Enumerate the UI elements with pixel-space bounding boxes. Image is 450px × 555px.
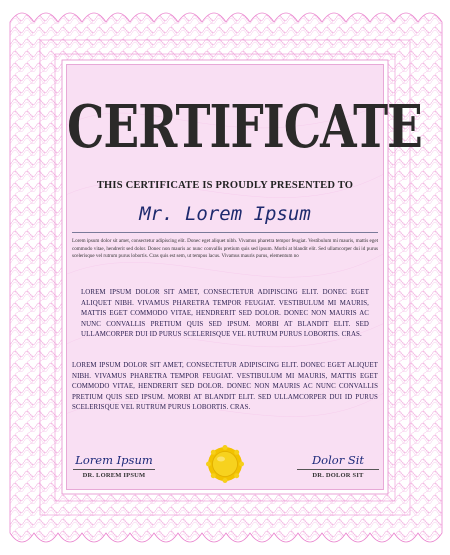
body-paragraph-1: LOREM IPSUM DOLOR SIT AMET, CONSECTETUR ADIPISCING ELIT. DONEC EGET ALIQUET NIBH. VIVAMUS PHARETRA TEMPOR FEUGIAT. VESTIBULUM MI MAURIS, MATTIS EGET COMMODO VITAE, HENDRERIT SED DOLOR. DONEC NON MAURIS AC NUNC CONVALLIS PRETIUM QUIS SED IPSUM. MORBI AT BLANDIT ELIT. SED ULLAMCORPER DUI ID PURUS SCELERISQUE VEL RUTRUM PURUS LOBORTIS. CRAS. bbox=[81, 289, 369, 339]
fine-print-text: Lorem ipsum dolor sit amet, consectetur adipiscing elit. Donec eget aliquet nibh. Vivamus pharetra tempor feugiat. Vestibulum mi mauris, mattis eget commodo vitae, hendrerit sed dolor. Donec non mauris ac nunc convallis pretium quis sed ipsum. Morbi at blandit elit. Sed ullamcorper dui id purus scelerisque vel rutrum purus lobortis. Cras quis est sem, ut tempus lacus. Vivamus mauris purus, elementum no bbox=[72, 238, 378, 259]
signature-block-right bbox=[283, 453, 393, 479]
recipient-name: Mr. Lorem Ipsum bbox=[139, 203, 311, 225]
gold-seal-icon bbox=[206, 445, 244, 483]
signatory-name-right: DR. DOLOR SIT bbox=[312, 472, 364, 479]
signature-line-right bbox=[297, 469, 379, 470]
signature-block-left bbox=[59, 453, 169, 479]
certificate-title: CERTIFICATE bbox=[67, 93, 422, 162]
recipient-underline bbox=[72, 232, 378, 233]
signature-script-left: Lorem Ipsum bbox=[75, 453, 153, 467]
certificate-panel bbox=[66, 64, 422, 490]
signatory-name-left: DR. LOREM IPSUM bbox=[82, 472, 146, 479]
presentation-subtitle: THIS CERTIFICATE IS PROUDLY PRESENTED TO bbox=[96, 180, 354, 191]
body-paragraph-2: LOREM IPSUM DOLOR SIT AMET, CONSECTETUR ADIPISCING ELIT. DONEC EGET ALIQUET NIBH. VIVAMUS PHARETRA TEMPOR FEUGIAT. VESTIBULUM MI MAURIS, MATTIS EGET COMMODO VITAE, HENDRERIT SED DOLOR. DONEC NON MAURIS AC NUNC CONVALLIS PRETIUM QUIS SED IPSUM. MORBI AT BLANDIT ELIT. SED ULLAMCORPER DUI ID PURUS SCELERISQUE VEL RUTRUM PURUS LOBORTIS. CRAS. bbox=[72, 362, 378, 412]
signature-line-left bbox=[73, 469, 155, 470]
signature-script-right: Dolor Sit bbox=[311, 453, 365, 467]
